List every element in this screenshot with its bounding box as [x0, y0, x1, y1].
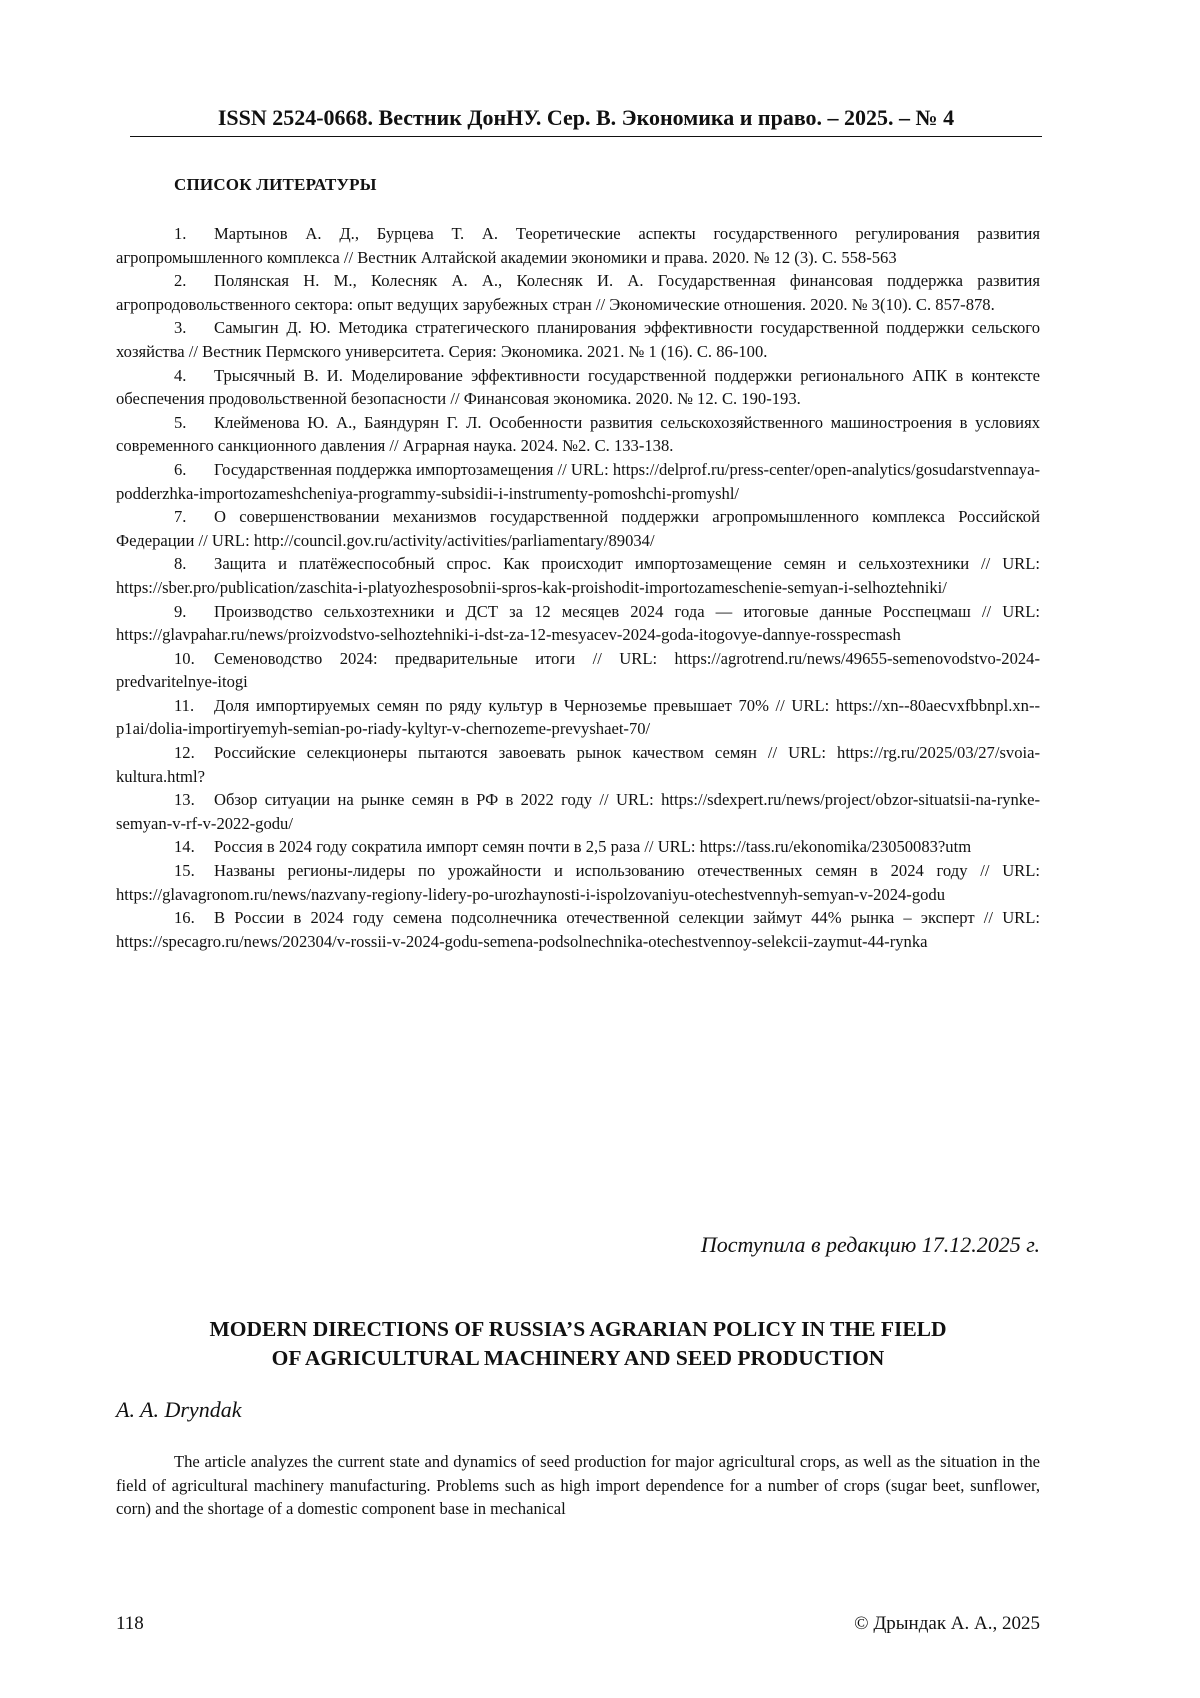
- reference-text: Производство сельхозтехники и ДСТ за 12 месяцев 2024 года — итоговые данные Росспецмаш // URL: https://glavpahar.ru/news/proizvodstvo-selhoztehniki-i-dst-za-12-mesyacev-2024-goda-itogovye-dannye-rosspecmash: [116, 601, 1040, 645]
- reference-number: 6.: [174, 459, 187, 479]
- reference-item: [116, 552, 1040, 599]
- english-title-line-1: MODERN DIRECTIONS OF RUSSIA’S AGRARIAN POLICY IN THE FIELD: [209, 1317, 947, 1341]
- reference-number: 16.: [174, 908, 195, 928]
- reference-item: [116, 364, 1040, 411]
- reference-item: [116, 835, 1040, 859]
- reference-item: [116, 316, 1040, 363]
- page-number: 118: [116, 1613, 144, 1634]
- reference-number: 13.: [174, 790, 195, 810]
- reference-item: [116, 647, 1040, 694]
- reference-item: [116, 906, 1040, 953]
- reference-text: Мартынов А. Д., Бурцева Т. А. Теоретические аспекты государственного регулирования развития агропромышленного комплекса // Вестник Алтайской академии экономики и права. 2020. № 12 (3). С. 558-563: [116, 224, 1040, 267]
- reference-text: Государственная поддержка импортозамещения // URL: https://delprof.ru/press-center/open-analytics/gosudarstvennaya-podderzhka-importozameshcheniya-programmy-subsidii-i-instrumenty-pomoshchi-promyshl/: [116, 459, 1040, 503]
- reference-number: 2.: [174, 271, 187, 291]
- reference-text: Россия в 2024 году сократила импорт семян почти в 2,5 раза // URL: https://tass.ru/ekonomika/23050083?utm: [214, 837, 972, 857]
- reference-item: [116, 269, 1040, 316]
- reference-text: Доля импортируемых семян по ряду культур в Черноземье превышает 70% // URL: https://xn--80aecvxfbbnpl.xn--p1ai/dolia-importiryemyh-semian-po-riady-kyltyr-v-chernozeme-prevyshaet-70/: [116, 695, 1040, 739]
- reference-text: Трысячный В. И. Моделирование эффективности государственной поддержки регионального АПК в контексте обеспечения продовольственной безопасности // Финансовая экономика. 2020. № 12. С. 190-193.: [116, 365, 1040, 409]
- reference-number: 9.: [174, 601, 187, 621]
- english-abstract: The article analyzes the current state and dynamics of seed production for major agricultural crops, as well as the situation in the field of agricultural machinery manufacturing. Problems such as high import dependence for a number of crops (sugar beet, sunflower, corn) and the shortage of a domestic component base in mechanical: [116, 1452, 1040, 1519]
- reference-number: 7.: [174, 507, 187, 527]
- reference-item: [116, 694, 1040, 741]
- reference-text: Названы регионы-лидеры по урожайности и использованию отечественных семян в 2024 году // URL: https://glavagronom.ru/news/nazvany-regiony-lidery-po-urozhaynosti-i-ispolzovaniyu-otechestvennyh-semyan-v-2024-godu: [116, 861, 1040, 904]
- english-title-line-2: OF AGRICULTURAL MACHINERY AND SEED PRODUCTION: [271, 1346, 885, 1370]
- english-title: [116, 1315, 1040, 1373]
- reference-text: Обзор ситуации на рынке семян в РФ в 2022 году // URL: https://sdexpert.ru/news/project/obzor-situatsii-na-rynke-semyan-v-rf-v-2022-godu/: [116, 790, 1040, 833]
- reference-number: 5.: [174, 412, 187, 432]
- reference-text: Самыгин Д. Ю. Методика стратегического планирования эффективности государственной поддержки сельского хозяйства // Вестник Пермского университета. Серия: Экономика. 2021. № 1 (16). С. 86-100.: [116, 318, 1040, 361]
- references-heading: СПИСОК ЛИТЕРАТУРЫ: [174, 175, 377, 194]
- reference-number: 3.: [174, 318, 187, 338]
- reference-item: [116, 222, 1040, 269]
- journal-header: ISSN 2524-0668. Вестник ДонНУ. Сер. В. Экономика и право. – 2025. – № 4: [130, 104, 1042, 137]
- reference-text: Семеноводство 2024: предварительные итоги // URL: https://agrotrend.ru/news/49655-semenovodstvo-2024-predvaritelnye-itogi: [116, 648, 1040, 692]
- reference-item: [116, 859, 1040, 906]
- reference-number: 14.: [174, 837, 195, 857]
- received-date: Поступила в редакцию 17.12.2025 г.: [700, 1232, 1040, 1257]
- reference-text: О совершенствовании механизмов государственной поддержки агропромышленного комплекса Российской Федерации // URL: http://council.gov.ru/activity/activities/parliamentary/89034/: [116, 507, 1040, 550]
- reference-item: [116, 505, 1040, 552]
- reference-item: [116, 741, 1040, 788]
- reference-number: 12.: [174, 743, 195, 763]
- reference-number: 11.: [174, 695, 195, 715]
- reference-text: Клейменова Ю. А., Баяндурян Г. Л. Особенности развития сельскохозяйственного машиностроения в условиях современного санкционного давления // Аграрная наука. 2024. №2. С. 133-138.: [116, 412, 1040, 456]
- reference-item: [116, 411, 1040, 458]
- references-list: [116, 222, 1040, 953]
- reference-number: 10.: [174, 648, 195, 668]
- reference-item: [116, 788, 1040, 835]
- reference-number: 1.: [174, 224, 187, 243]
- reference-text: Российские селекционеры пытаются завоевать рынок качеством семян // URL: https://rg.ru/2025/03/27/svoia-kultura.html?: [116, 743, 1040, 786]
- reference-number: 15.: [174, 861, 195, 881]
- reference-text: В России в 2024 году семена подсолнечника отечественной селекции займут 44% рынка – эксперт // URL: https://specagro.ru/news/202304/v-rossii-v-2024-godu-semena-podsolnechnika-otechestvennoy-selekcii-zaymut-44-rynka: [116, 908, 1040, 951]
- reference-number: 8.: [174, 554, 187, 574]
- reference-text: Защита и платёжеспособный спрос. Как происходит импортозамещение семян и сельхозтехники // URL: https://sber.pro/publication/zaschita-i-platyozhesposobnii-spros-kak-proishodit-importozameschenie-semyan-i-selhoztehniki/: [116, 554, 1040, 597]
- reference-number: 4.: [174, 365, 187, 385]
- reference-item: [116, 600, 1040, 647]
- copyright: © Дрындак А. А., 2025: [854, 1613, 1040, 1634]
- reference-text: Полянская Н. М., Колесняк А. А., Колесняк И. А. Государственная финансовая поддержка развития агропродовольственного сектора: опыт ведущих зарубежных стран // Экономические отношения. 2020. № 3(10). С. 857-878.: [116, 271, 1040, 314]
- english-author: A. A. Dryndak: [116, 1397, 242, 1422]
- reference-item: [116, 458, 1040, 505]
